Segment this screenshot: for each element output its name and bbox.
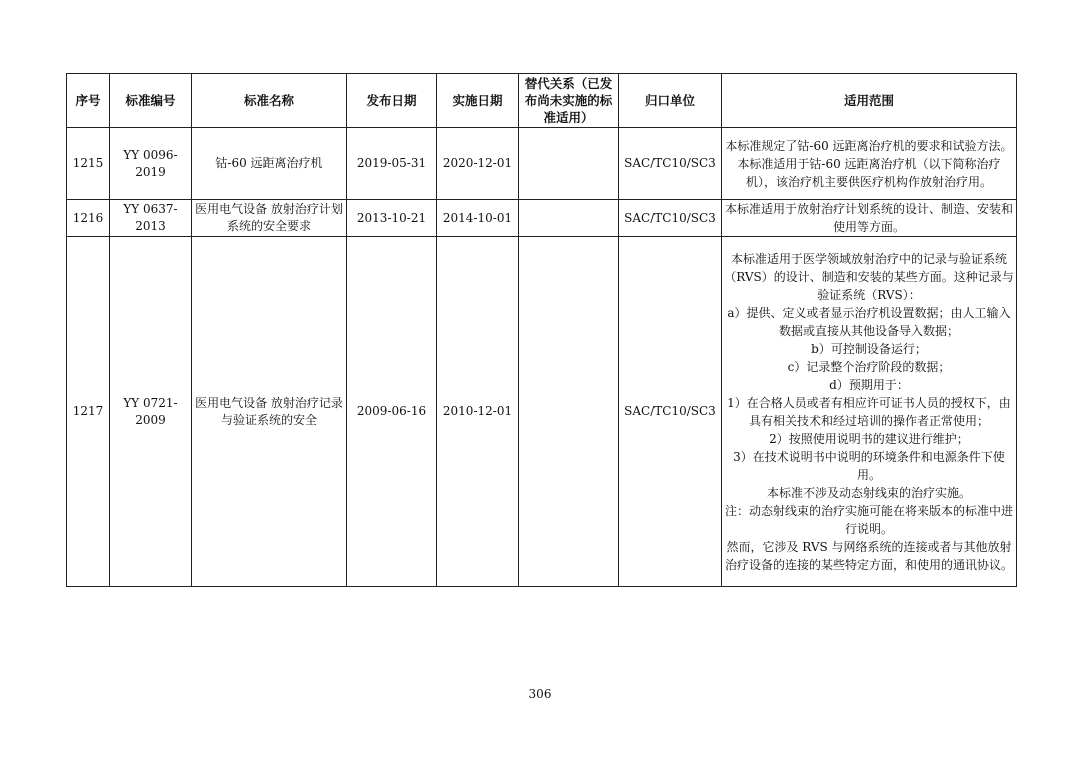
cell-seq: 1216 (67, 200, 110, 237)
cell-scope (722, 128, 1017, 200)
header-replacement: 替代关系（已发布尚未实施的标准适用） (519, 74, 619, 128)
table-row (67, 237, 1017, 587)
cell-code: YY 0637-2013 (110, 200, 192, 237)
cell-scope (722, 200, 1017, 237)
header-publish-date: 发布日期 (347, 74, 437, 128)
cell-implement-date: 2020-12-01 (437, 128, 519, 200)
cell-code: YY 0096-2019 (110, 128, 192, 200)
table-header-row (67, 74, 1017, 128)
scope-line: 本标准不涉及动态射线束的治疗实施。 (766, 485, 971, 500)
scope-line: 1）在合格人员或者有相应许可证书人员的授权下，由具有相关技术和经过培训的操作者正常使用； (727, 395, 1011, 428)
scope-line: a）提供、定义或者显示治疗机设置数据；由人工输入数据或直接从其他设备导入数据； (727, 305, 1011, 338)
cell-unit: SAC/TC10/SC3 (619, 237, 722, 587)
cell-publish-date: 2013-10-21 (347, 200, 437, 237)
header-name: 标准名称 (192, 74, 347, 128)
standards-table (66, 73, 1017, 587)
header-code: 标准编号 (110, 74, 192, 128)
header-unit: 归口单位 (619, 74, 722, 128)
cell-unit: SAC/TC10/SC3 (619, 200, 722, 237)
cell-name: 钴-60 远距离治疗机 (192, 128, 347, 200)
cell-implement-date: 2014-10-01 (437, 200, 519, 237)
cell-replacement (519, 237, 619, 587)
scope-line: c）记录整个治疗阶段的数据； (787, 359, 951, 374)
cell-name: 医用电气设备 放射治疗计划系统的安全要求 (192, 200, 347, 237)
cell-publish-date: 2019-05-31 (347, 128, 437, 200)
cell-replacement (519, 128, 619, 200)
scope-line: 2）按照使用说明书的建议进行维护； (769, 431, 969, 446)
cell-implement-date: 2010-12-01 (437, 237, 519, 587)
header-seq: 序号 (67, 74, 110, 128)
header-implement-date: 实施日期 (437, 74, 519, 128)
header-scope: 适用范围 (722, 74, 1017, 128)
table-row (67, 128, 1017, 200)
cell-unit: SAC/TC10/SC3 (619, 128, 722, 200)
scope-line: 然而，它涉及 RVS 与网络系统的连接或者与其他放射治疗设备的连接的某些特定方面，和使用的通讯协议。 (724, 539, 1013, 572)
page-number: 306 (528, 687, 552, 701)
scope-line: 本标准规定了钴-60 远距离治疗机的要求和试验方法。本标准适用于钴-60 远距离治疗机（以下简称治疗机），该治疗机主要供医疗机构作放射治疗用。 (725, 138, 1013, 189)
cell-seq: 1215 (67, 128, 110, 200)
scope-line: b）可控制设备运行； (811, 341, 927, 356)
scope-line: 本标准适用于医学领域放射治疗中的记录与验证系统（RVS）的设计、制造和安装的某些方面。这种记录与验证系统（RVS）： (724, 251, 1014, 302)
scope-line: 本标准适用于放射治疗计划系统的设计、制造、安装和使用等方面。 (724, 202, 1013, 234)
cell-name: 医用电气设备 放射治疗记录与验证系统的安全 (192, 237, 347, 587)
cell-code: YY 0721-2009 (110, 237, 192, 587)
table-row (67, 200, 1017, 237)
cell-replacement (519, 200, 619, 237)
scope-line: 3）在技术说明书中说明的环境条件和电源条件下使用。 (733, 449, 1005, 482)
scope-line: d）预期用于： (829, 377, 909, 392)
scope-line: 注：动态射线束的治疗实施可能在将来版本的标准中进行说明。 (724, 503, 1013, 536)
cell-publish-date: 2009-06-16 (347, 237, 437, 587)
cell-seq: 1217 (67, 237, 110, 587)
cell-scope (722, 237, 1017, 587)
